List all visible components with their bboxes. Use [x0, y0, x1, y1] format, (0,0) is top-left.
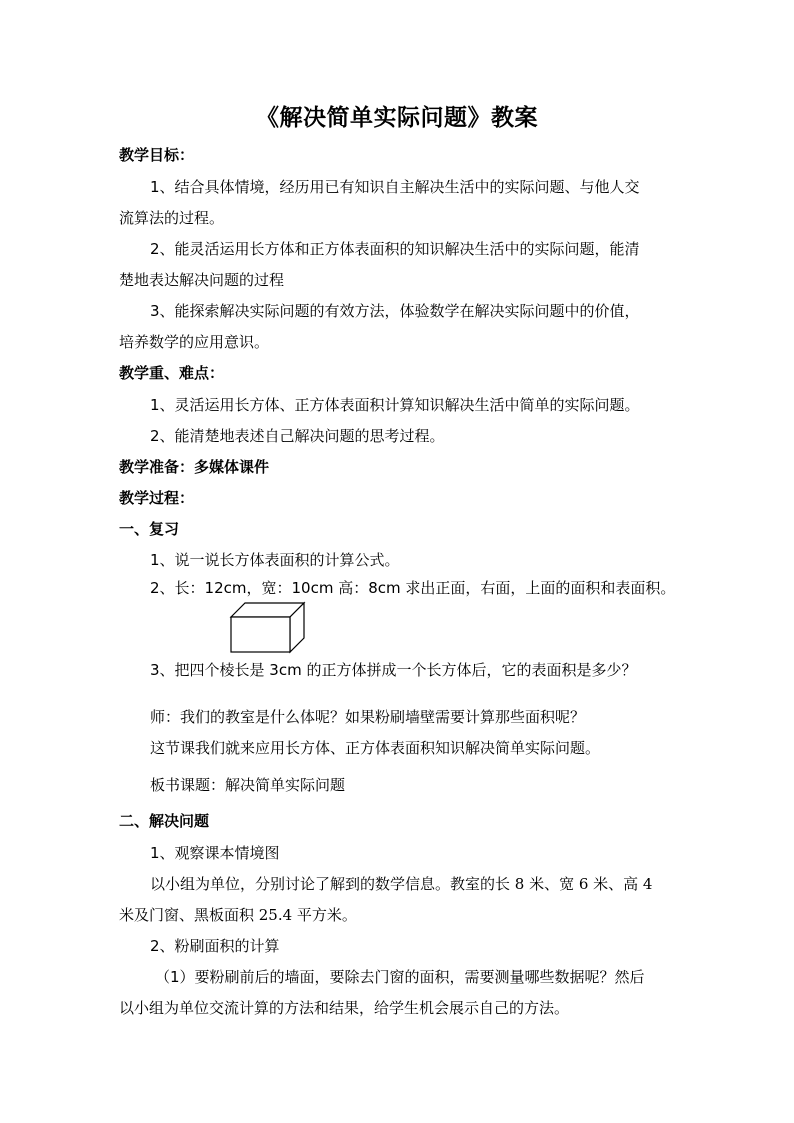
process-heading: 教学过程：: [119, 489, 195, 507]
key-points-item-1: 1、灵活运用长方体、正方体表面积计算知识解决生活中简单的实际问题。: [150, 396, 640, 414]
solve-info-line-1: 以小组为单位，分别讨论了解到的数学信息。教室的长 8 米、宽 6 米、高 4: [150, 875, 653, 893]
cuboid-front-face: [231, 617, 290, 652]
review-item-2: 2、长：12cm，宽：10cm 高：8cm 求出正面，右面，上面的面积和表面积。: [150, 579, 676, 597]
solve-info-line-2: 米及门窗、黑板面积 25.4 平方米。: [119, 906, 357, 924]
goals-item-2-line-1: 2、能灵活运用长方体和正方体表面积的知识解决生活中的实际问题，能清: [150, 240, 640, 258]
solve-item-2: 2、粉刷面积的计算: [150, 937, 280, 955]
key-points-heading: 教学重、难点：: [119, 364, 225, 382]
solve-question-1-line-1: （1）要粉刷前后的墙面，要除去门窗的面积，需要测量哪些数据呢？然后: [155, 968, 645, 986]
solve-question-1-line-2: 以小组为单位交流计算的方法和结果，给学生机会展示自己的方法。: [119, 999, 570, 1017]
key-points-item-2: 2、能清楚地表述自己解决问题的思考过程。: [150, 427, 445, 445]
goals-item-1-line-2: 流算法的过程。: [119, 209, 225, 227]
goals-item-3-line-1: 3、能探索解决实际问题的有效方法，体验数学在解决实际问题中的价值，: [150, 302, 640, 320]
teacher-question: 师：我们的教室是什么体呢？如果粉刷墙壁需要计算那些面积呢？: [150, 708, 586, 726]
board-title: 板书课题：解决简单实际问题: [150, 776, 346, 794]
review-item-3: 3、把四个棱长是 3cm 的正方体拼成一个长方体后，它的表面积是多少？: [150, 661, 637, 679]
lesson-intro: 这节课我们就来应用长方体、正方体表面积知识解决简单实际问题。: [150, 739, 601, 757]
goals-item-1-line-1: 1、结合具体情境，经历用已有知识自主解决生活中的实际问题、与他人交: [150, 178, 640, 196]
preparation-line: 教学准备：多媒体课件: [119, 458, 270, 476]
cuboid-figure: [228, 600, 308, 656]
solve-item-1: 1、观察课本情境图: [150, 844, 280, 862]
goals-item-3-line-2: 培养数学的应用意识。: [119, 333, 270, 351]
goals-heading: 教学目标：: [119, 146, 195, 164]
solve-heading: 二、解决问题: [119, 812, 210, 830]
document-title: 《解决简单实际问题》教案: [256, 105, 538, 131]
review-item-1: 1、说一说长方体表面积的计算公式。: [150, 551, 400, 569]
goals-item-2-line-2: 楚地表达解决问题的过程: [119, 271, 285, 289]
review-heading: 一、复习: [119, 520, 180, 538]
